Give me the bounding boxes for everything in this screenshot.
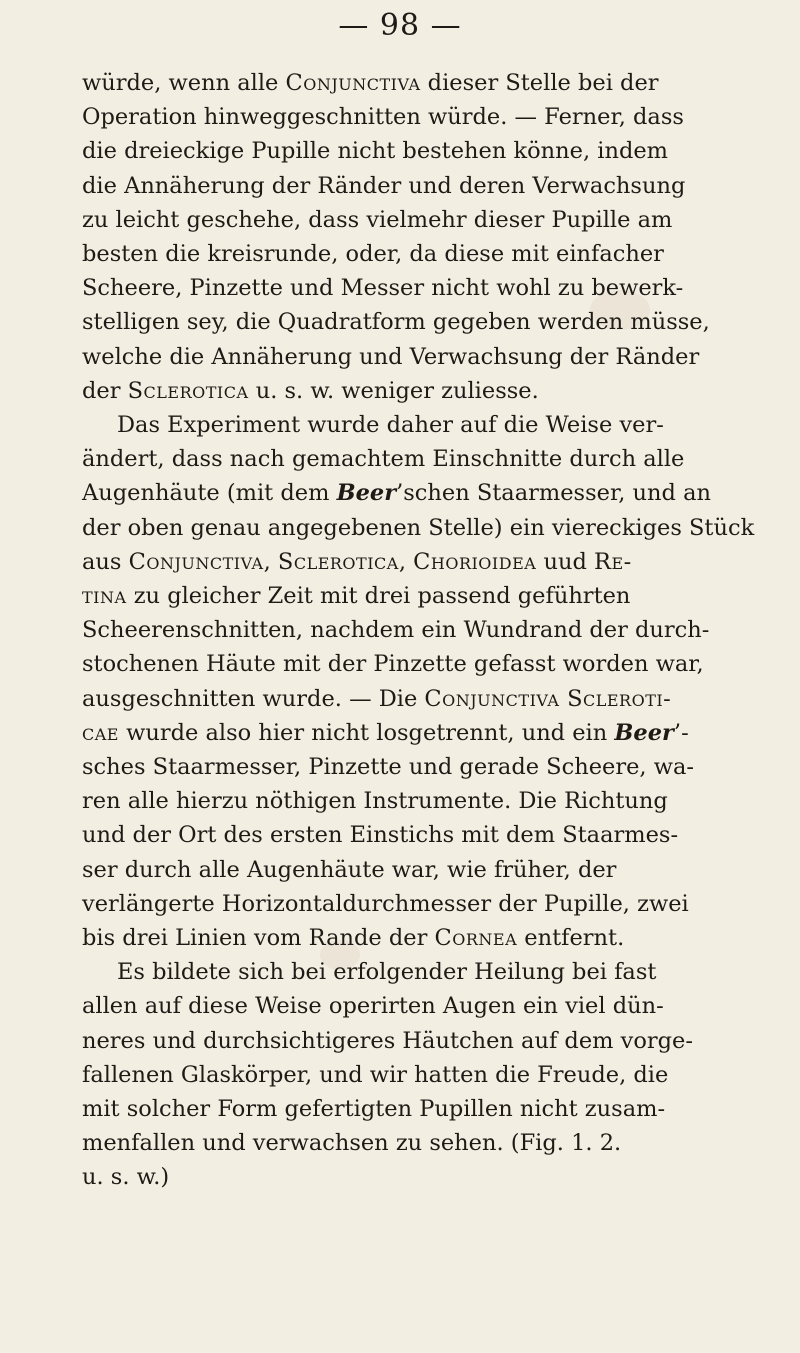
small-caps-term: Conjunctiva Scleroti- [424, 685, 672, 712]
text-run: Das Experiment wurde daher auf die Weise ver- [117, 412, 664, 438]
text-line [82, 271, 683, 305]
text-line [82, 305, 710, 339]
text-run: bis drei Linien vom Rande der [82, 925, 435, 951]
small-caps-term: cae [82, 719, 119, 746]
text-run: dieser Stelle bei der [420, 70, 659, 96]
text-run: die Annäherung der Ränder und deren Verwachsung [82, 172, 686, 199]
text-run: allen auf diese Weise operirten Augen ein viel dün- [82, 993, 664, 1020]
text-line [82, 203, 672, 237]
text-run: der oben genau angegebenen Stelle) ein viereckiges Stück [82, 514, 755, 541]
small-caps-term: Conjunctiva [128, 548, 264, 575]
text-line [82, 784, 668, 818]
text-run: zu leicht geschehe, dass vielmehr dieser Pupille am [82, 206, 673, 233]
text-line [82, 545, 632, 579]
text-run: uud [536, 548, 595, 575]
text-run: die dreieckige Pupille nicht bestehen könne, indem [82, 138, 669, 165]
text-run: ren alle hierzu nöthigen Instrumente. Die Richtung [82, 788, 668, 815]
text-run: zu gleicher Zeit mit drei passend geführten [126, 583, 631, 609]
small-caps-term: Sclerotica [127, 377, 249, 404]
text-line [82, 100, 684, 134]
text-run: menfallen und verwachsen zu sehen. (Fig. 1. 2. [82, 1130, 622, 1157]
text-line [82, 1024, 693, 1058]
text-run: und der Ort des ersten Einstichs mit dem Staarmes- [82, 822, 679, 849]
text-run: Scheere, Pinzette und Messer nicht wohl zu bewerk- [82, 275, 684, 302]
text-line [82, 374, 539, 408]
text-line [117, 408, 664, 442]
text-run: sches Staarmesser, Pinzette und gerade Scheere, wa- [82, 754, 694, 780]
text-line [82, 1092, 665, 1126]
italic-name: Beer [336, 480, 397, 507]
italic-name: Beer [614, 719, 674, 746]
text-run: der [82, 377, 128, 404]
text-line [82, 340, 699, 374]
text-run: ändert, dass nach gemachtem Einschnitte durch alle [82, 446, 685, 473]
text-run: verlängerte Horizontaldurchmesser der Pupille, zwei [82, 890, 689, 917]
text-run: , [263, 548, 278, 575]
text-line [82, 66, 659, 100]
text-line [82, 989, 664, 1023]
text-line [82, 682, 671, 716]
small-caps-term: Conjunctiva [285, 70, 421, 96]
small-caps-term: Re- [594, 548, 632, 575]
text-run: entfernt. [517, 925, 625, 951]
text-line [82, 613, 709, 647]
text-run: Es bildete sich bei erfolgender Heilung bei fast [117, 959, 657, 986]
text-run: Scheerenschnitten, nachdem ein Wundrand der durch- [82, 617, 710, 644]
text-run: ’schen Staarmesser, und an [396, 480, 711, 507]
text-run: u. s. w.) [82, 1164, 170, 1191]
text-run: neres und durchsichtigeres Häutchen auf dem vorge- [82, 1027, 693, 1054]
text-line [82, 921, 624, 955]
text-line [82, 818, 678, 852]
small-caps-term: Chorioidea [413, 548, 537, 575]
text-run: Operation hinweggeschnitten würde. — Ferner, dass [82, 104, 684, 131]
text-line [82, 1058, 668, 1092]
text-run: ’- [673, 719, 689, 746]
text-run: aus [82, 548, 129, 575]
text-run: ausgeschnitten wurde. — Die [82, 685, 425, 712]
small-caps-term: Sclerotica [277, 548, 399, 575]
text-line [82, 1126, 621, 1160]
small-caps-term: tina [82, 583, 127, 609]
text-run: fallenen Glaskörper, und wir hatten die Freude, die [82, 1061, 669, 1088]
text-line [82, 716, 689, 750]
text-run: stochenen Häute mit der Pinzette gefasst worden war, [82, 651, 704, 678]
text-line [82, 511, 754, 545]
page-number: — 98 — [338, 8, 462, 43]
text-run: besten die kreisrunde, oder, da diese mit einfacher [82, 241, 664, 267]
text-line [82, 442, 684, 476]
text-run: ser durch alle Augenhäute war, wie früher, der [82, 856, 617, 883]
text-run: wurde also hier nicht losgetrennt, und ein [118, 719, 615, 746]
small-caps-term: Cornea [434, 925, 518, 951]
text-run: welche die Annäherung und Verwachsung der Ränder [82, 343, 700, 370]
text-line [82, 1160, 169, 1194]
text-run: u. s. w. weniger zuliesse. [248, 377, 539, 404]
text-line [82, 579, 630, 613]
text-line [82, 476, 711, 510]
text-line [82, 134, 668, 168]
text-run: Augenhäute (mit dem [82, 480, 337, 507]
text-line [82, 750, 694, 784]
text-line [82, 647, 704, 681]
text-line [117, 955, 656, 989]
text-line [82, 237, 664, 271]
text-run: stelligen sey, die Quadratform gegeben werden müsse, [82, 309, 710, 336]
text-run: , [398, 548, 414, 575]
text-line [82, 853, 616, 887]
text-line [82, 887, 689, 921]
text-run: mit solcher Form gefertigten Pupillen nicht zusam- [82, 1096, 666, 1122]
text-run: würde, wenn alle [82, 70, 286, 96]
text-line [82, 169, 685, 203]
